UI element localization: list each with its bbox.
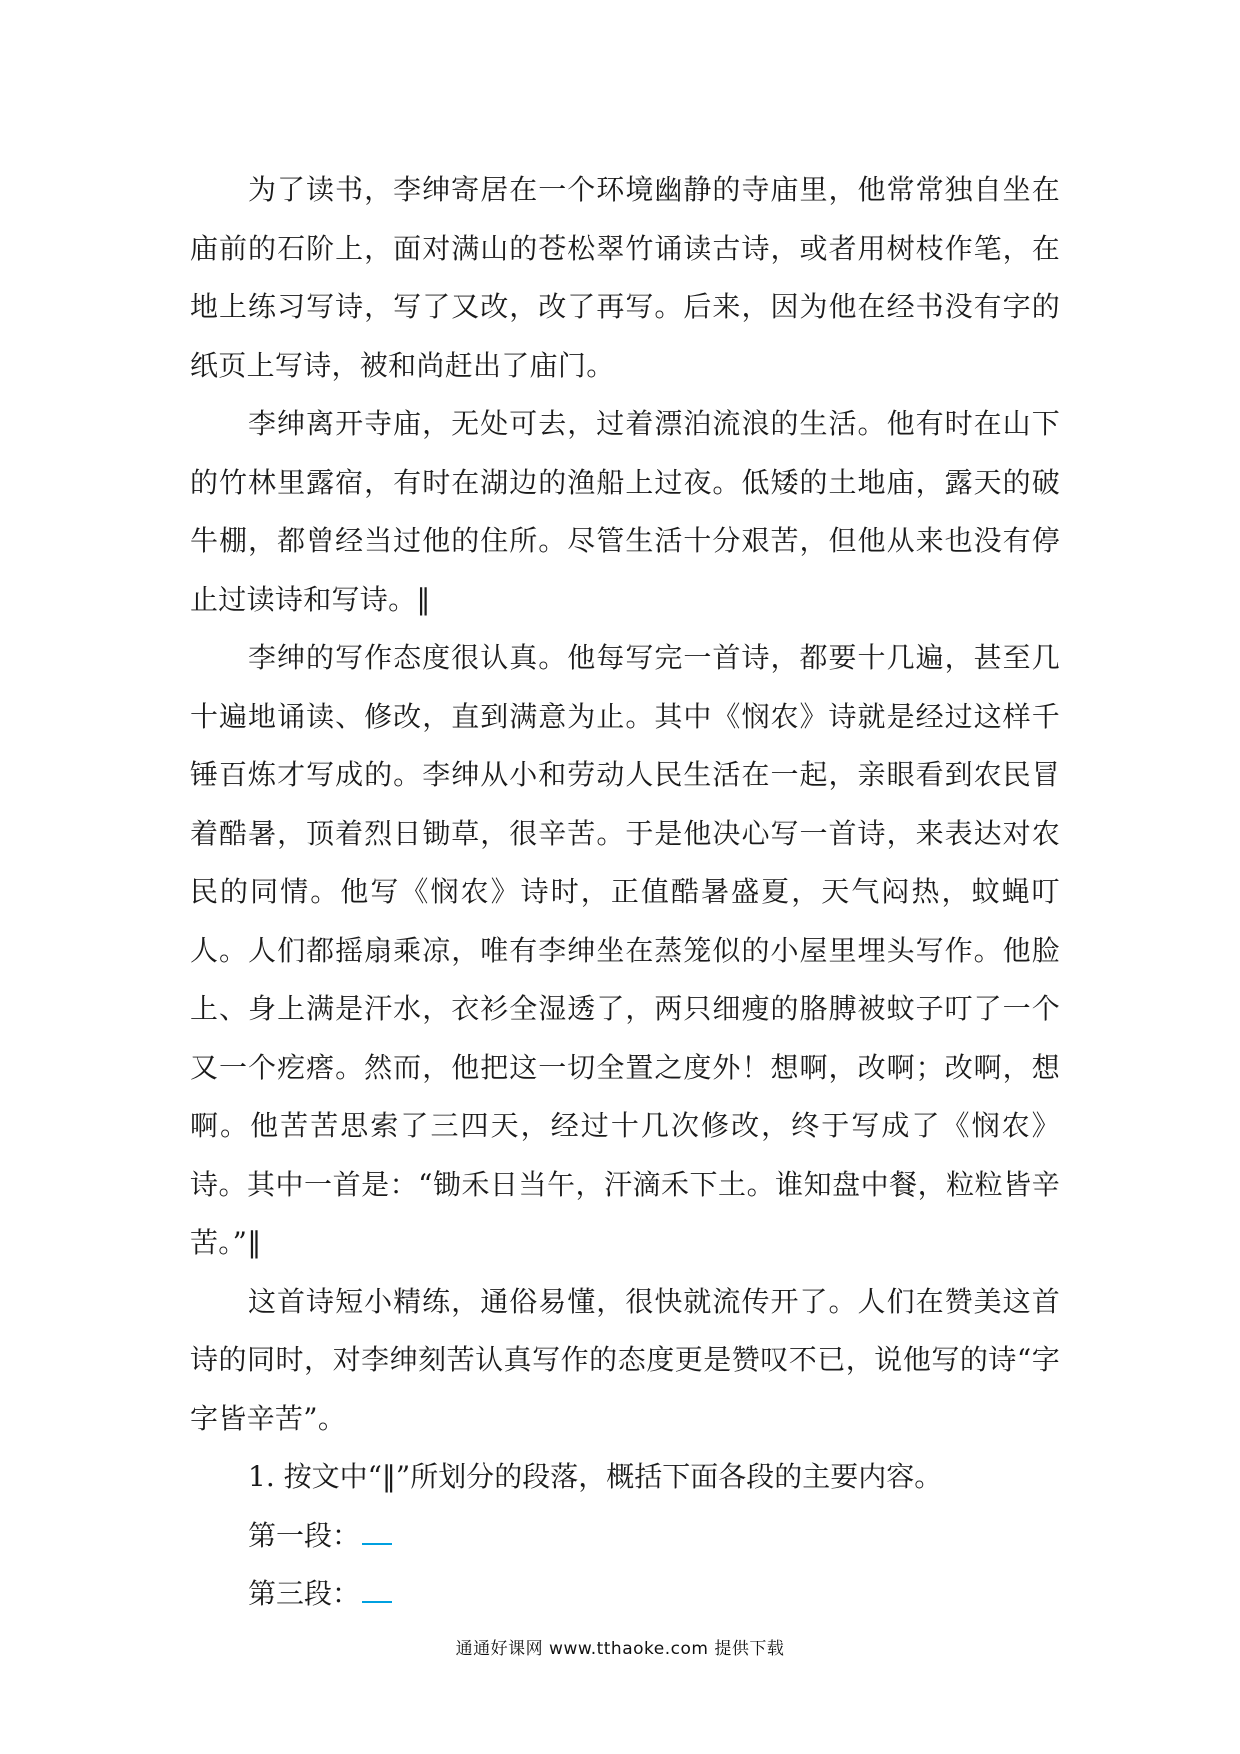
answer-blank[interactable] bbox=[362, 1577, 392, 1603]
answer-line-section-1 bbox=[190, 1507, 1060, 1566]
paragraph-1: 为了读书，李绅寄居在一个环境幽静的寺庙里，他常常独自坐在庙前的石阶上，面对满山的苍松翠竹诵读古诗，或者用树枝作笔，在地上练习写诗，写了又改，改了再写。后来，因为他在经书没有字的纸页上写诗，被和尚赶出了庙门。 bbox=[190, 173, 1060, 382]
paragraph-3: 李绅的写作态度很认真。他每写完一首诗，都要十几遍，甚至几十遍地诵读、修改，直到满意为止。其中《悯农》诗就是经过这样千锤百炼才写成的。李绅从小和劳动人民生活在一起，亲眼看到农民冒着酷暑，顶着烈日锄草，很辛苦。于是他决心写一首诗，来表达对农民的同情。他写《悯农》诗时，正值酷暑盛夏，天气闷热，蚊蝇叮人。人们都摇扇乘凉，唯有李绅坐在蒸笼似的小屋里埋头写作。他脸上、身上满是汗水，衣衫全湿透了，两只细瘦的胳膊被蚊子叮了一个又一个疙瘩。然而，他把这一切全置之度外！想啊，改啊；改啊，想啊。他苦苦思索了三四天，经过十几次修改，终于写成了《悯农》诗。其中一首是：“锄禾日当午，汗滴禾下土。谁知盘中餐，粒粒皆辛苦。”‖ bbox=[190, 641, 1060, 1259]
answer-label: 第一段： bbox=[248, 1518, 361, 1552]
answer-line-section-3 bbox=[190, 1565, 1060, 1624]
paragraph-4: 这首诗短小精练，通俗易懂，很快就流传开了。人们在赞美这首诗的同时，对李绅刻苦认真写作的态度更是赞叹不已，说他写的诗“字字皆辛苦”。 bbox=[190, 1284, 1060, 1435]
footer-source: 通通好课网 www.tthaoke.com 提供下载 bbox=[455, 1639, 785, 1659]
paragraph-2: 李绅离开寺庙，无处可去，过着漂泊流浪的生活。他有时在山下的竹林里露宿，有时在湖边的渔船上过夜。低矮的土地庙，露天的破牛棚，都曾经当过他的住所。尽管生活十分艰苦，但他从来也没有停止过读诗和写诗。‖ bbox=[190, 407, 1060, 616]
reading-passage bbox=[190, 161, 1060, 1624]
answer-blank[interactable] bbox=[362, 1519, 392, 1545]
answer-label: 第三段： bbox=[248, 1577, 361, 1610]
question-1: 1. 按文中“‖”所划分的段落，概括下面各段的主要内容。 bbox=[248, 1460, 943, 1493]
